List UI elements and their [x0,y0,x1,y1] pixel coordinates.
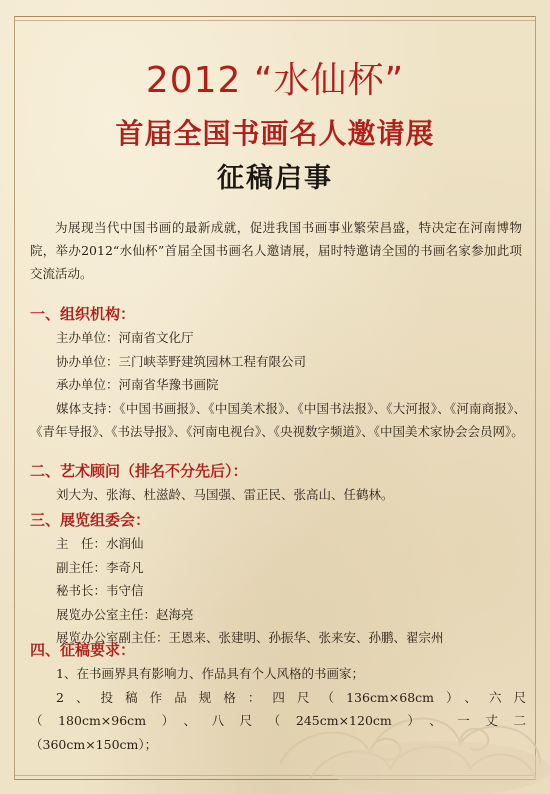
section-committee [30,508,526,650]
committee-director: 主 任：水润仙 [56,536,144,551]
section-organization [30,302,526,444]
section-heading: 四、征稿要求： [30,641,136,659]
advisors-list: 刘大为、张海、杜滋龄、马国强、雷正民、张高山、任鹤林。 [56,487,394,502]
top-border-inner [14,20,536,21]
section-heading: 三、展览组委会： [30,511,151,529]
co-organizer-line: 协办单位：三门峡莘野建筑园林工程有限公司 [56,353,307,369]
title-year-cup: 2012 “水仙杯” [145,60,405,101]
intro-paragraph: 为展现当代中国书画的最新成就，促进我国书画事业繁荣昌盛，特决定在河南博物院，举办2012“水仙杯”首届全国书画名人邀请展，届时特邀请全国的书画名家参加此项交流活动。 [30,220,522,281]
requirement-2: 2、投稿作品规格：四尺（136cm×68cm）、六尺 [56,689,526,705]
committee-deputy-director: 副主任：李奇凡 [56,559,144,575]
sponsor-line: 主办单位：河南省文化厅 [56,330,194,345]
committee-secretary-general: 秘书长：韦守信 [56,583,144,598]
section-heading: 二、艺术顾问（排名不分先后）： [30,462,248,480]
title-exhibition-name: 首届全国书画名人邀请展 [115,117,435,150]
requirement-1: 1、在书画界具有影响力、作品具有个人风格的书画家； [56,666,364,681]
media-support: 媒体支持：《中国书画报》、《中国美术报》、《中国书法报》、《大河报》、《河南商报》、《青年导报》、《书法导报》、《河南电视台》、《央视数字频道》、《中国美术家协会会员网》。 [30,400,526,439]
section-requirements [30,638,526,756]
office-deputy-directors: 展览办公室副主任：王恩来、张建明、孙振华、张来安、孙鹏、翟宗州 [56,630,444,645]
section-art-advisors [30,459,526,507]
requirement-2-cont: （180cm×96cm）、八尺（245cm×120cm）、一丈二 [30,713,526,728]
top-border [14,16,536,17]
title-call-for-entries: 征稿启事 [217,163,333,194]
requirement-2-end: （360cm×150cm）； [30,736,158,752]
organizer-line: 承办单位：河南省华豫书画院 [56,377,219,392]
section-heading: 一、组织机构： [30,305,136,323]
office-director: 展览办公室主任：赵海亮 [56,606,194,622]
